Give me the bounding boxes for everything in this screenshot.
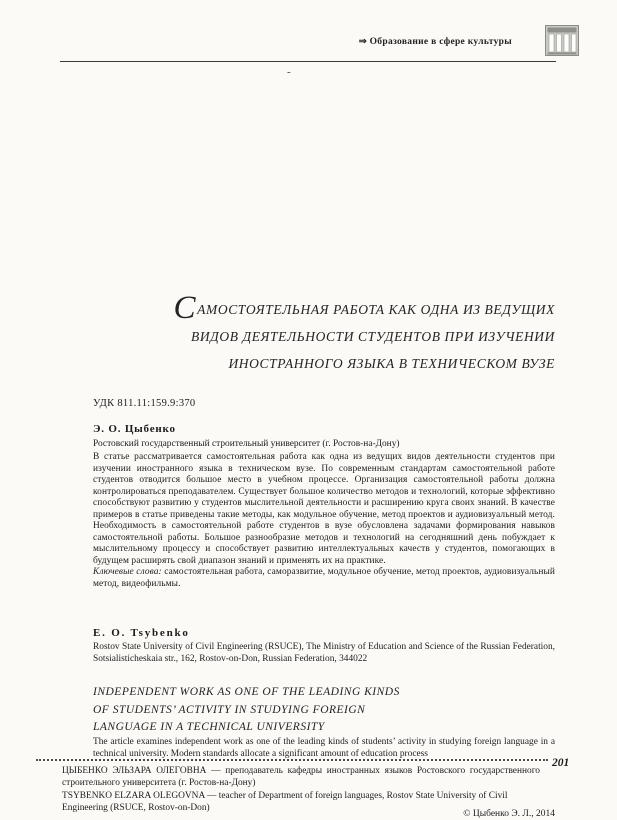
- keywords-text: самостоятельная работа, саморазвитие, модульное обучение, метод проектов, аудиовизуальный метод, видеофильмы.: [93, 567, 555, 589]
- author-affiliation-en: Rostov State University of Civil Engineering (RSUCE), The Ministry of Education and Science of the Russian Federation, Sotsialisticheskaia str., 162, Rostov-on-Don, Russian Federation, 344022: [93, 642, 555, 664]
- article-title-en: [93, 684, 555, 737]
- title-en-line-2: OF STUDENTS’ ACTIVITY IN STUDYING FOREIGN: [93, 703, 366, 716]
- title-en-line-1: INDEPENDENT WORK AS ONE OF THE LEADING KINDS: [93, 686, 400, 698]
- author-bio-ru: ЦЫБЕНКО ЭЛЬЗАРА ОЛЕГОВНА — преподаватель кафедры иностранных языков Ростовского государственного строительного университета (г. Ростов-на-Дону): [62, 766, 540, 788]
- page-number: 201: [552, 757, 570, 769]
- abstract-en: The article examines independent work as one of the leading kinds of students’ activity in studying foreign language in a technical university. Modern standards allocate a significant amount of education process: [93, 737, 555, 759]
- header-rule: [60, 61, 556, 62]
- keywords-ru: [93, 567, 555, 590]
- abstract-ru: [93, 452, 555, 590]
- journal-logo-icon: [545, 25, 579, 56]
- keywords-label: Ключевые слова:: [93, 567, 162, 577]
- title-line-3: ИНОСТРАННОГО ЯЗЫКА В ТЕХНИЧЕСКОМ ВУЗЕ: [228, 356, 555, 371]
- title-en-line-3: LANGUAGE IN A TECHNICAL UNIVERSITY: [93, 721, 325, 733]
- title-line-1: САМОСТОЯТЕЛЬНАЯ РАБОТА КАК ОДНА ИЗ ВЕДУЩИХ: [173, 290, 555, 326]
- author-name-en: E. O. Tsybenko: [93, 627, 190, 639]
- author-affiliation-ru: Ростовский государственный строительный университет (г. Ростов-на-Дону): [93, 439, 400, 449]
- article-title-ru: [93, 290, 555, 377]
- abstract-ru-text: В статье рассматривается самостоятельная работа как одна из ведущих видов деятельности студентов при изучении иностранного языка в техническом вузе. По современным стандартам самостоятельной работе студентов отводится большое место в учебном процессе. Организация самостоятельной работы должна контролироваться преподавателем. Существует большое количество методов и технологий, которые эффективно способствуют развитию у студентов мыслительной деятельности и расширению круга своих знаний. В качестве примеров в статье приведены такие методы, как модульное обучение, метод проектов и аудиовизуальный метод. Необходимость в самостоятельной работе студентов в вузе обусловлена задачами формирования навыков самостоятельной работы. Большое разнообразие методов и технологий на сегодняшний день побуждает к мыслительному процессу и способствует развитию интеллектуальных качеств у студентов, помогающих в будущем расширять свой диапазон знаний и применять их на практике.: [93, 452, 555, 566]
- stray-scan-mark: -: [287, 66, 291, 78]
- udc-code: УДК 811.11:159.9:370: [93, 398, 196, 409]
- running-head: ⇒ Образование в сфере культуры: [358, 37, 512, 47]
- author-bio-en: TSYBENKO ELZARA OLEGOVNA — teacher of Department of foreign languages, Rostov State University of Civil Engineering (RSUCE, Rostov-on-Don): [62, 791, 508, 813]
- author-name-ru: Э. О. Цыбенко: [93, 423, 176, 435]
- footer-dotted-rule: [36, 759, 548, 761]
- copyright-line: © Цыбенко Э. Л., 2014: [463, 809, 555, 819]
- title-line-2: ВИДОВ ДЕЯТЕЛЬНОСТИ СТУДЕНТОВ ПРИ ИЗУЧЕНИИ: [190, 329, 555, 344]
